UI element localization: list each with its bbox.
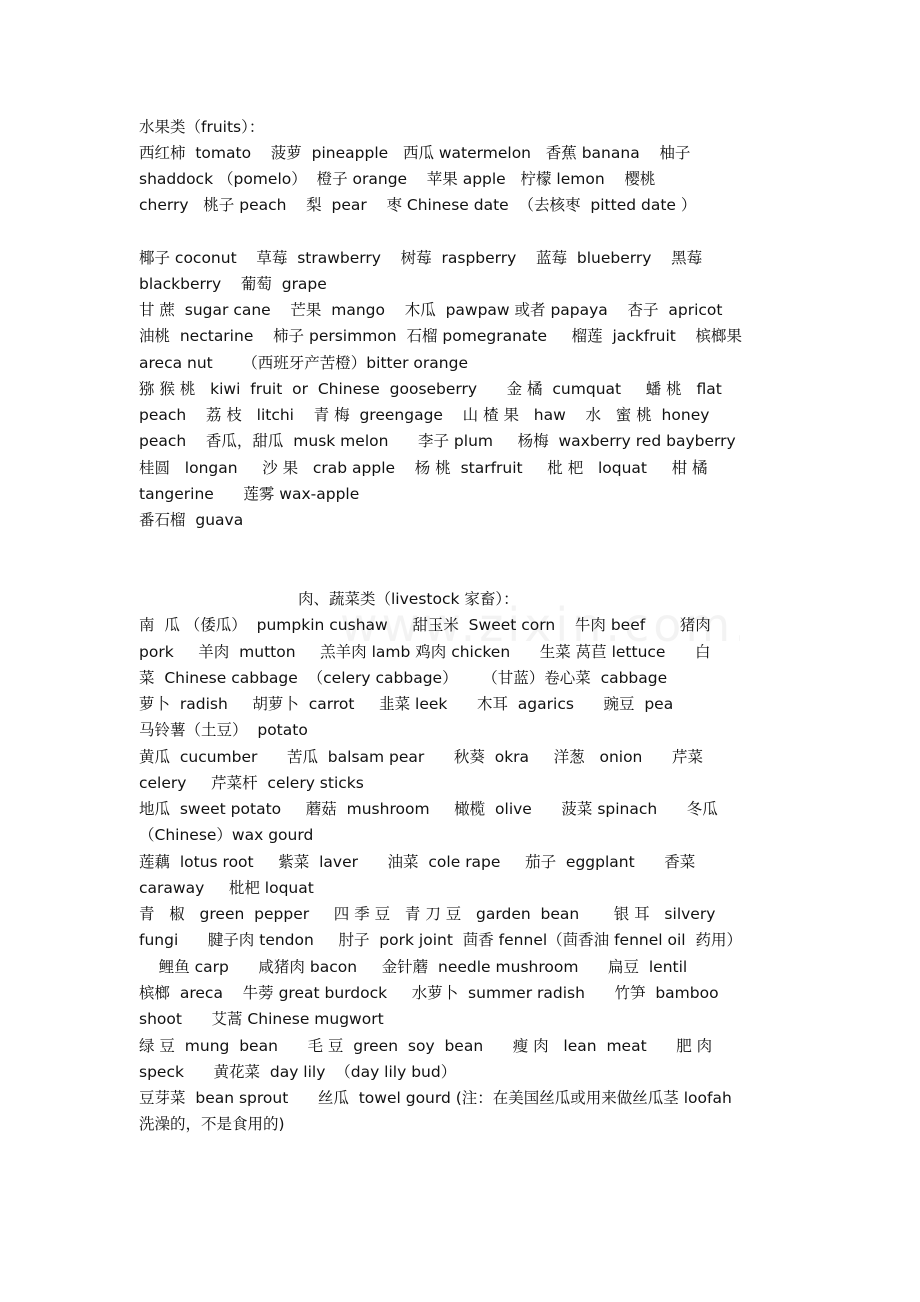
vegetables-line: 黄瓜 cucumber 苦瓜 balsam pear 秋葵 okra 洋葱 onion 芹菜 bbox=[139, 748, 703, 766]
vegetables-line: （Chinese）wax gourd bbox=[139, 826, 314, 844]
fruits-line: peach 香瓜，甜瓜 musk melon 李子 plum 杨梅 waxberry red bayberry bbox=[139, 432, 736, 450]
vegetables-line: 萝卜 radish 胡萝卜 carrot 韭菜 leek 木耳 agarics 豌豆 pea bbox=[139, 695, 674, 713]
vegetables-heading: 肉、蔬菜类（livestock 家畜）： bbox=[298, 590, 519, 608]
vegetables-line: celery 芹菜杆 celery sticks bbox=[139, 774, 364, 792]
vegetables-line: 槟榔 areca 牛蒡 great burdock 水萝卜 summer radish 竹笋 bamboo bbox=[139, 984, 719, 1002]
vegetables-line: shoot 艾蒿 Chinese mugwort bbox=[139, 1010, 384, 1028]
fruits-line: tangerine 莲雾 wax-apple bbox=[139, 485, 360, 503]
vegetables-line: fungi 腱子肉 tendon 肘子 pork joint 茴香 fennel（茴香油 fennel oil 药用） bbox=[139, 931, 742, 949]
vegetables-line: 莲藕 lotus root 紫菜 laver 油菜 cole rape 茄子 eggplant 香菜 bbox=[139, 853, 696, 871]
vegetables-line: pork 羊肉 mutton 羔羊肉 lamb 鸡肉 chicken 生菜 莴苣 lettuce 白 bbox=[139, 643, 711, 661]
vegetables-line: 豆芽菜 bean sprout 丝瓜 towel gourd (注：在美国丝瓜或用来做丝瓜茎 loofah bbox=[139, 1089, 732, 1107]
vegetables-line: 地瓜 sweet potato 蘑菇 mushroom 橄榄 olive 菠菜 spinach 冬瓜 bbox=[139, 800, 718, 818]
fruits-line: cherry 桃子 peach 梨 pear 枣 Chinese date （去核枣 pitted date ） bbox=[139, 196, 697, 214]
fruits-line: 猕 猴 桃 kiwi fruit or Chinese gooseberry 金 橘 cumquat 蟠 桃 flat bbox=[139, 380, 722, 398]
vegetables-line: 马铃薯（土豆） potato bbox=[139, 721, 308, 739]
fruits-line: 甘 蔗 sugar cane 芒果 mango 木瓜 pawpaw 或者 papaya 杏子 apricot bbox=[139, 301, 723, 319]
vegetables-line: 绿 豆 mung bean 毛 豆 green soy bean 瘦 肉 lean meat 肥 肉 bbox=[139, 1037, 713, 1055]
vegetables-line: speck 黄花菜 day lily （day lily bud） bbox=[139, 1063, 457, 1081]
fruits-line: shaddock （pomelo） 橙子 orange 苹果 apple 柠檬 lemon 樱桃 bbox=[139, 170, 656, 188]
fruits-line: areca nut （西班牙产苦橙）bitter orange bbox=[139, 354, 468, 372]
fruits-line: 西红柿 tomato 菠萝 pineapple 西瓜 watermelon 香蕉 banana 柚子 bbox=[139, 144, 691, 162]
vegetables-line: caraway 枇杷 loquat bbox=[139, 879, 314, 897]
fruits-line: blackberry 葡萄 grape bbox=[139, 275, 327, 293]
fruits-line: 油桃 nectarine 柿子 persimmon 石榴 pomegranate 榴莲 jackfruit 槟榔果 bbox=[139, 327, 743, 345]
fruits-heading: 水果类（fruits）： bbox=[139, 118, 265, 136]
vegetables-line: 洗澡的，不是食用的) bbox=[139, 1115, 285, 1133]
fruits-line: 番石榴 guava bbox=[139, 511, 244, 529]
fruits-line: 桂圆 longan 沙 果 crab apple 杨 桃 starfruit 枇 杷 loquat 柑 橘 bbox=[139, 459, 708, 477]
fruits-line: 椰子 coconut 草莓 strawberry 树莓 raspberry 蓝莓 blueberry 黑莓 bbox=[139, 249, 703, 267]
vegetables-line: 鲤鱼 carp 咸猪肉 bacon 金针蘑 needle mushroom 扁豆 lentil bbox=[139, 958, 688, 976]
vegetables-line: 青 椒 green pepper 四 季 豆 青 刀 豆 garden bean 银 耳 silvery bbox=[139, 905, 716, 923]
vegetables-line: 南 瓜 （倭瓜） pumpkin cushaw 甜玉米 Sweet corn 牛肉 beef 猪肉 bbox=[139, 616, 711, 634]
vegetables-line: 菜 Chinese cabbage （celery cabbage） （甘蓝）卷心菜 cabbage bbox=[139, 669, 668, 687]
fruits-line: peach 荔 枝 litchi 青 梅 greengage 山 楂 果 haw 水 蜜 桃 honey bbox=[139, 406, 710, 424]
